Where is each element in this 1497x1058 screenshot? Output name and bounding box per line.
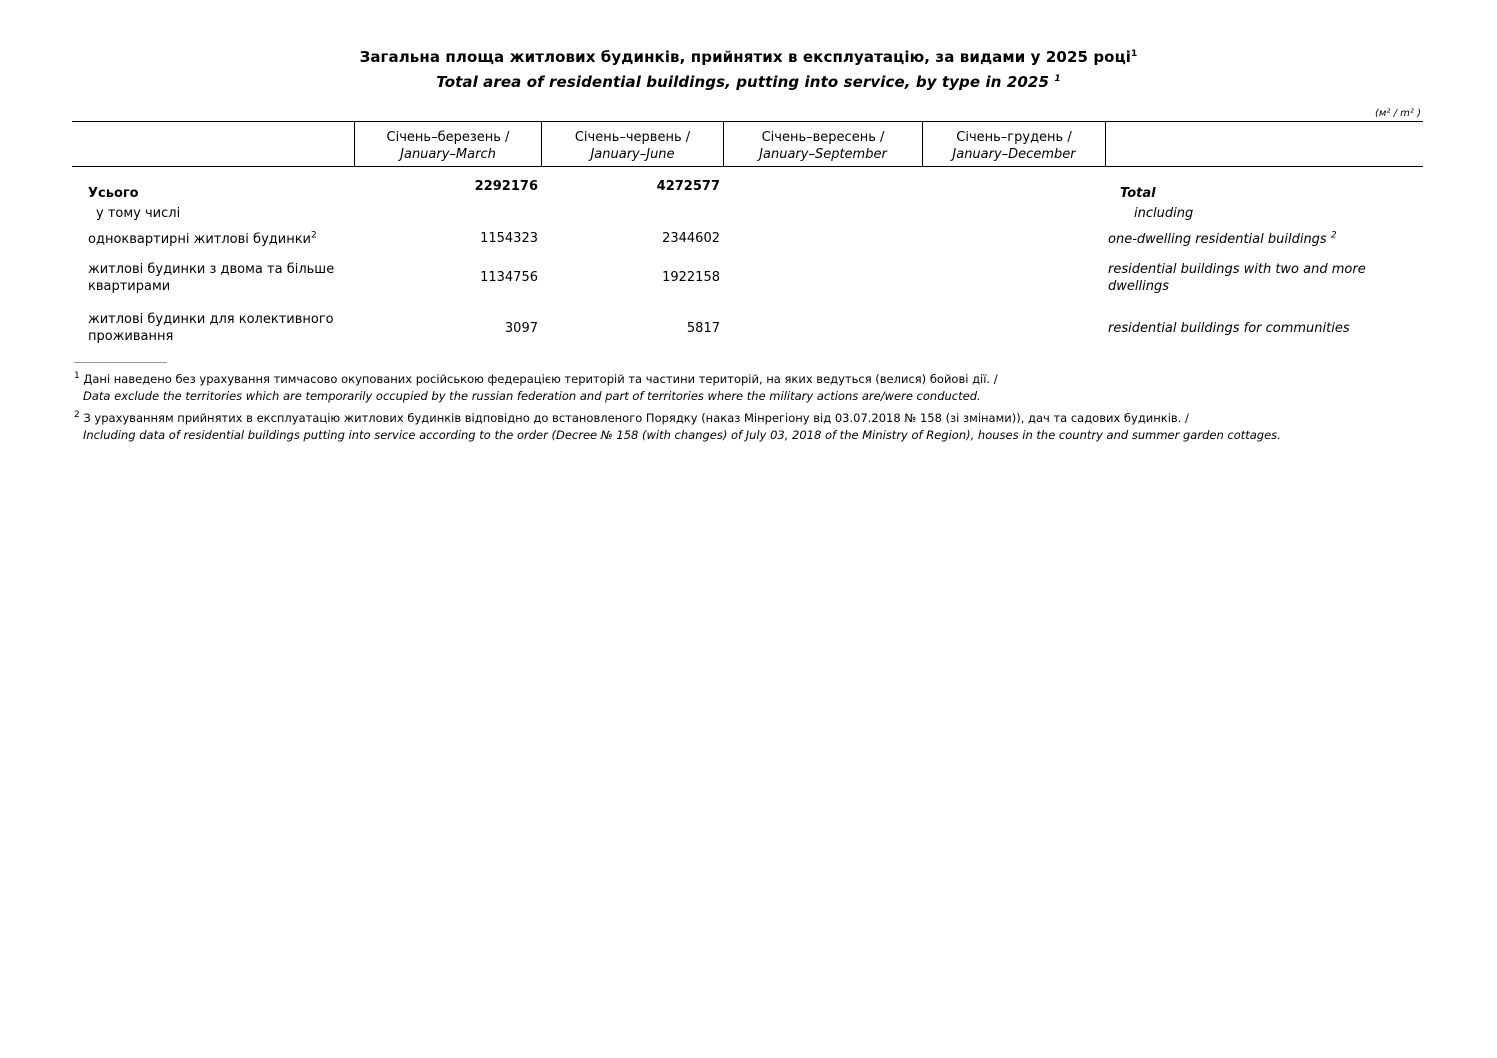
title-en-text: Total area of residential buildings, putting into service, by type in 2025 [436, 73, 1049, 91]
cell-total-jan-jun: 4272577 [656, 179, 720, 194]
column-header-en: January–December [952, 147, 1076, 162]
cell-total-jan-mar: 2292176 [474, 179, 538, 194]
row-label-text: one-dwelling residential buildings [1108, 232, 1327, 247]
cell-one-dwelling-jan-mar: 1154323 [480, 231, 538, 246]
column-header-jan-dec [923, 129, 1105, 163]
column-header-en: January–March [400, 147, 496, 162]
row-label-communities-en: residential buildings for communities [1108, 321, 1350, 336]
footnote-mark: 2 [311, 230, 317, 241]
footnote-1 [74, 371, 998, 405]
row-label-line: квартирами [88, 279, 171, 294]
row-label-two-more-ua [88, 261, 334, 295]
row-label-line: проживання [88, 329, 174, 344]
row-label-two-more-en [1108, 261, 1366, 295]
column-header-ua: Січень–грудень / [956, 130, 1072, 145]
cell-communities-jan-jun: 5817 [686, 321, 720, 336]
table-header-rule [72, 166, 1423, 167]
footnote-text-ua: Дані наведено без урахування тимчасово окупованих російською федерацією територій та частини територій, на яких ведуться (велися) бойові дії. / [83, 372, 998, 386]
column-divider [1105, 122, 1106, 167]
cell-two-more-jan-mar: 1134756 [480, 270, 538, 285]
row-label-text: одноквартирні житлові будинки [88, 232, 311, 247]
column-header-en: January–June [590, 147, 675, 162]
footnote-text-ua: З урахуванням прийнятих в експлуатацію житлових будинків відповідно до встановленого Порядку (наказ Мінрегіону від 03.07.2018 № 158 (зі змінами)), дач та садових будинків. / [83, 411, 1189, 425]
table-top-rule [72, 121, 1423, 122]
cell-one-dwelling-jan-jun: 2344602 [662, 231, 720, 246]
footnote-mark: 1 [74, 371, 80, 382]
row-label-communities-ua [88, 311, 334, 345]
column-header-ua: Січень–червень / [574, 130, 691, 145]
column-header-ua: Січень–березень / [386, 130, 510, 145]
column-header-ua: Січень–вересень / [761, 130, 885, 145]
column-header-jan-sep [724, 129, 922, 163]
row-label-line: residential buildings with two and more [1108, 262, 1366, 277]
footnote-text-en: Including data of residential buildings putting into service according to the order (Decree № 158 (with changes) of July 03, 2018 of the Ministry of Region), houses in the country and summer garden cottages. [83, 428, 1281, 442]
footnote-mark: 2 [1330, 230, 1337, 241]
page-title-en [0, 73, 1497, 91]
column-header-en: January–September [759, 147, 887, 162]
row-label-one-dwelling-ua [88, 231, 317, 248]
footnote-2 [74, 410, 1281, 444]
row-label-line: dwellings [1108, 279, 1169, 294]
page-title-ua [0, 48, 1497, 66]
row-label-including-en: including [1134, 206, 1194, 221]
column-header-jan-jun [542, 129, 723, 163]
title-en-footnote-mark: 1 [1054, 74, 1061, 84]
footnote-separator [74, 362, 167, 363]
row-label-one-dwelling-en [1108, 231, 1337, 248]
footnote-text-en: Data exclude the territories which are temporarily occupied by the russian federation and part of territories where the military actions are/were conducted. [83, 389, 981, 403]
row-label-total-ua: Усього [88, 186, 139, 201]
row-label-total-en: Total [1120, 186, 1156, 201]
column-header-jan-mar [355, 129, 541, 163]
cell-two-more-jan-jun: 1922158 [662, 270, 720, 285]
cell-communities-jan-mar: 3097 [504, 321, 538, 336]
row-label-line: житлові будинки для колективного [88, 312, 334, 327]
row-label-including-ua: у тому числі [96, 206, 181, 221]
title-ua-footnote-mark: 1 [1131, 49, 1138, 59]
footnote-mark: 2 [74, 410, 80, 421]
title-ua-text: Загальна площа житлових будинків, прийнятих в експлуатацію, за видами у 2025 році [359, 48, 1132, 66]
units-label: (м² / m² ) [1374, 108, 1421, 119]
row-label-line: житлові будинки з двома та більше [88, 262, 335, 277]
